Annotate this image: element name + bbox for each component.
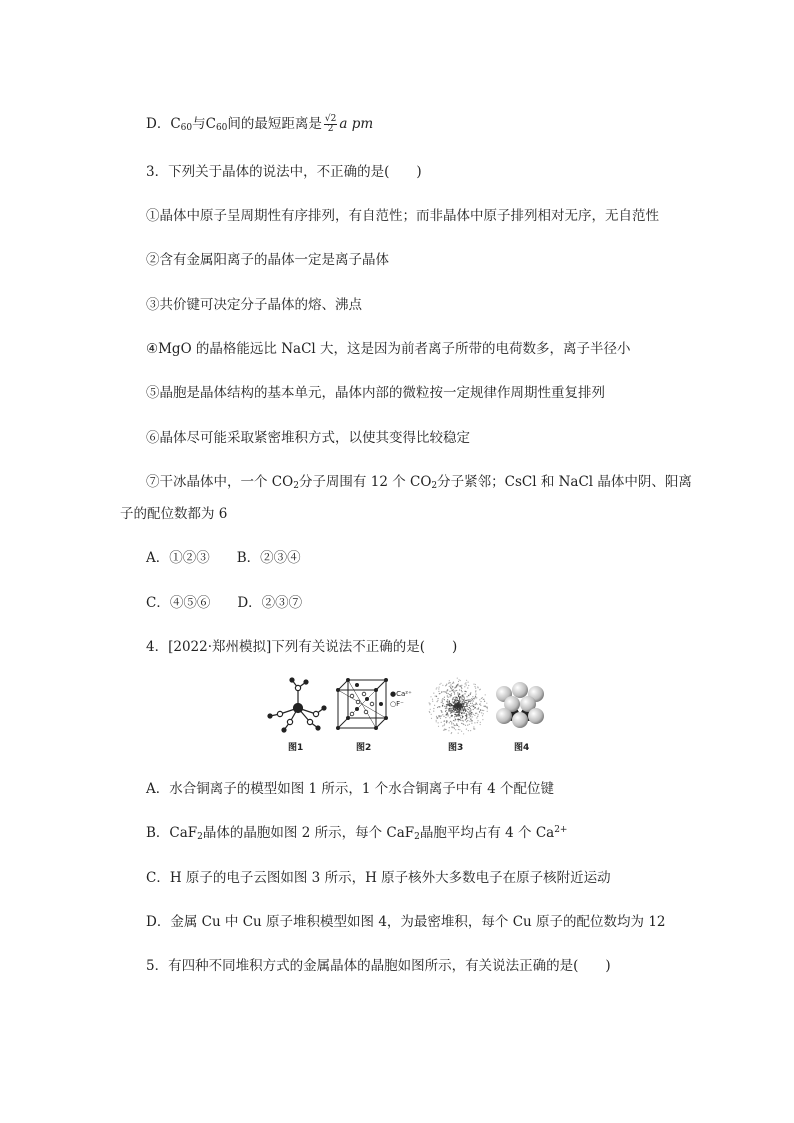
q3-statement-7-cont: 子的配位数都为 6	[120, 506, 228, 522]
q3-options-ab: A．①②③ B．②③④	[146, 550, 301, 566]
legend-f: ○F⁻	[390, 700, 404, 708]
figure-2-caption: 图2	[356, 743, 372, 753]
figures-svg	[262, 676, 562, 736]
figure-2-cell	[336, 678, 388, 730]
figure-4-caption: 图4	[514, 743, 530, 753]
figure-1-model	[268, 678, 326, 732]
option-d-previous: D．$C_{60}$与$C_{60}$间的最短距离是 $\frac{√2}{2}$ a pm	[146, 114, 374, 134]
figure-row	[262, 676, 562, 753]
figure-4-packing	[496, 682, 544, 728]
question-4: 4．[2022·郑州模拟]下列有关说法不正确的是( )	[146, 639, 458, 655]
question-3: 3．下列关于晶体的说法中，不正确的是( )	[146, 164, 422, 180]
q3-statement-2: ②含有金属阳离子的晶体一定是离子晶体	[146, 252, 389, 268]
q3-statement-5: ⑤晶胞是晶体结构的基本单元，晶体内部的微粒按一定规律作周期性重复排列	[146, 385, 605, 401]
figure-1-caption: 图1	[288, 743, 304, 753]
q3-statement-7: ⑦干冰晶体中，一个 $CO_2$分子周围有 12 个 $CO_2$分子紧邻；CsCl 和 NaCl 晶体中阴、阳离	[146, 474, 692, 491]
legend-ca: ●Ca²⁺	[390, 690, 412, 698]
figure-3-cloud	[429, 678, 489, 735]
q3-statement-3: ③共价键可决定分子晶体的熔、沸点	[146, 297, 362, 313]
question-5: 5．有四种不同堆积方式的金属晶体的晶胞如图所示，有关说法正确的是( )	[146, 958, 611, 974]
fraction: $\frac{√2}{2}$	[324, 114, 337, 134]
q4-option-d: D．金属 Cu 中 Cu 原子堆积模型如图 4，为最密堆积，每个 Cu 原子的配位数均为 12	[146, 914, 666, 930]
q3-options-cd: C．④⑤⑥ D．②③⑦	[146, 595, 303, 611]
q3-statement-6: ⑥晶体尽可能采取紧密堆积方式，以使其变得比较稳定	[146, 430, 470, 446]
q3-statement-1: ①晶体中原子呈周期性有序排列，有自范性；而非晶体中原子排列相对无序，无自范性	[146, 208, 659, 224]
figure-3-caption: 图3	[448, 743, 464, 753]
q3-statement-4: ④MgO 的晶格能远比 NaCl 大，这是因为前者离子所带的电荷数多，离子半径小	[146, 341, 631, 357]
q4-option-a: A．水合铜离子的模型如图 1 所示，1 个水合铜离子中有 4 个配位键	[146, 781, 554, 797]
q4-option-c: C．H 原子的电子云图如图 3 所示，H 原子核外大多数电子在原子核附近运动	[146, 870, 611, 886]
q4-option-b: B．CaF$_2$晶体的晶胞如图 2 所示，每个 CaF$_2$晶胞平均占有 4 个 $Ca^{2+}$	[146, 825, 568, 842]
